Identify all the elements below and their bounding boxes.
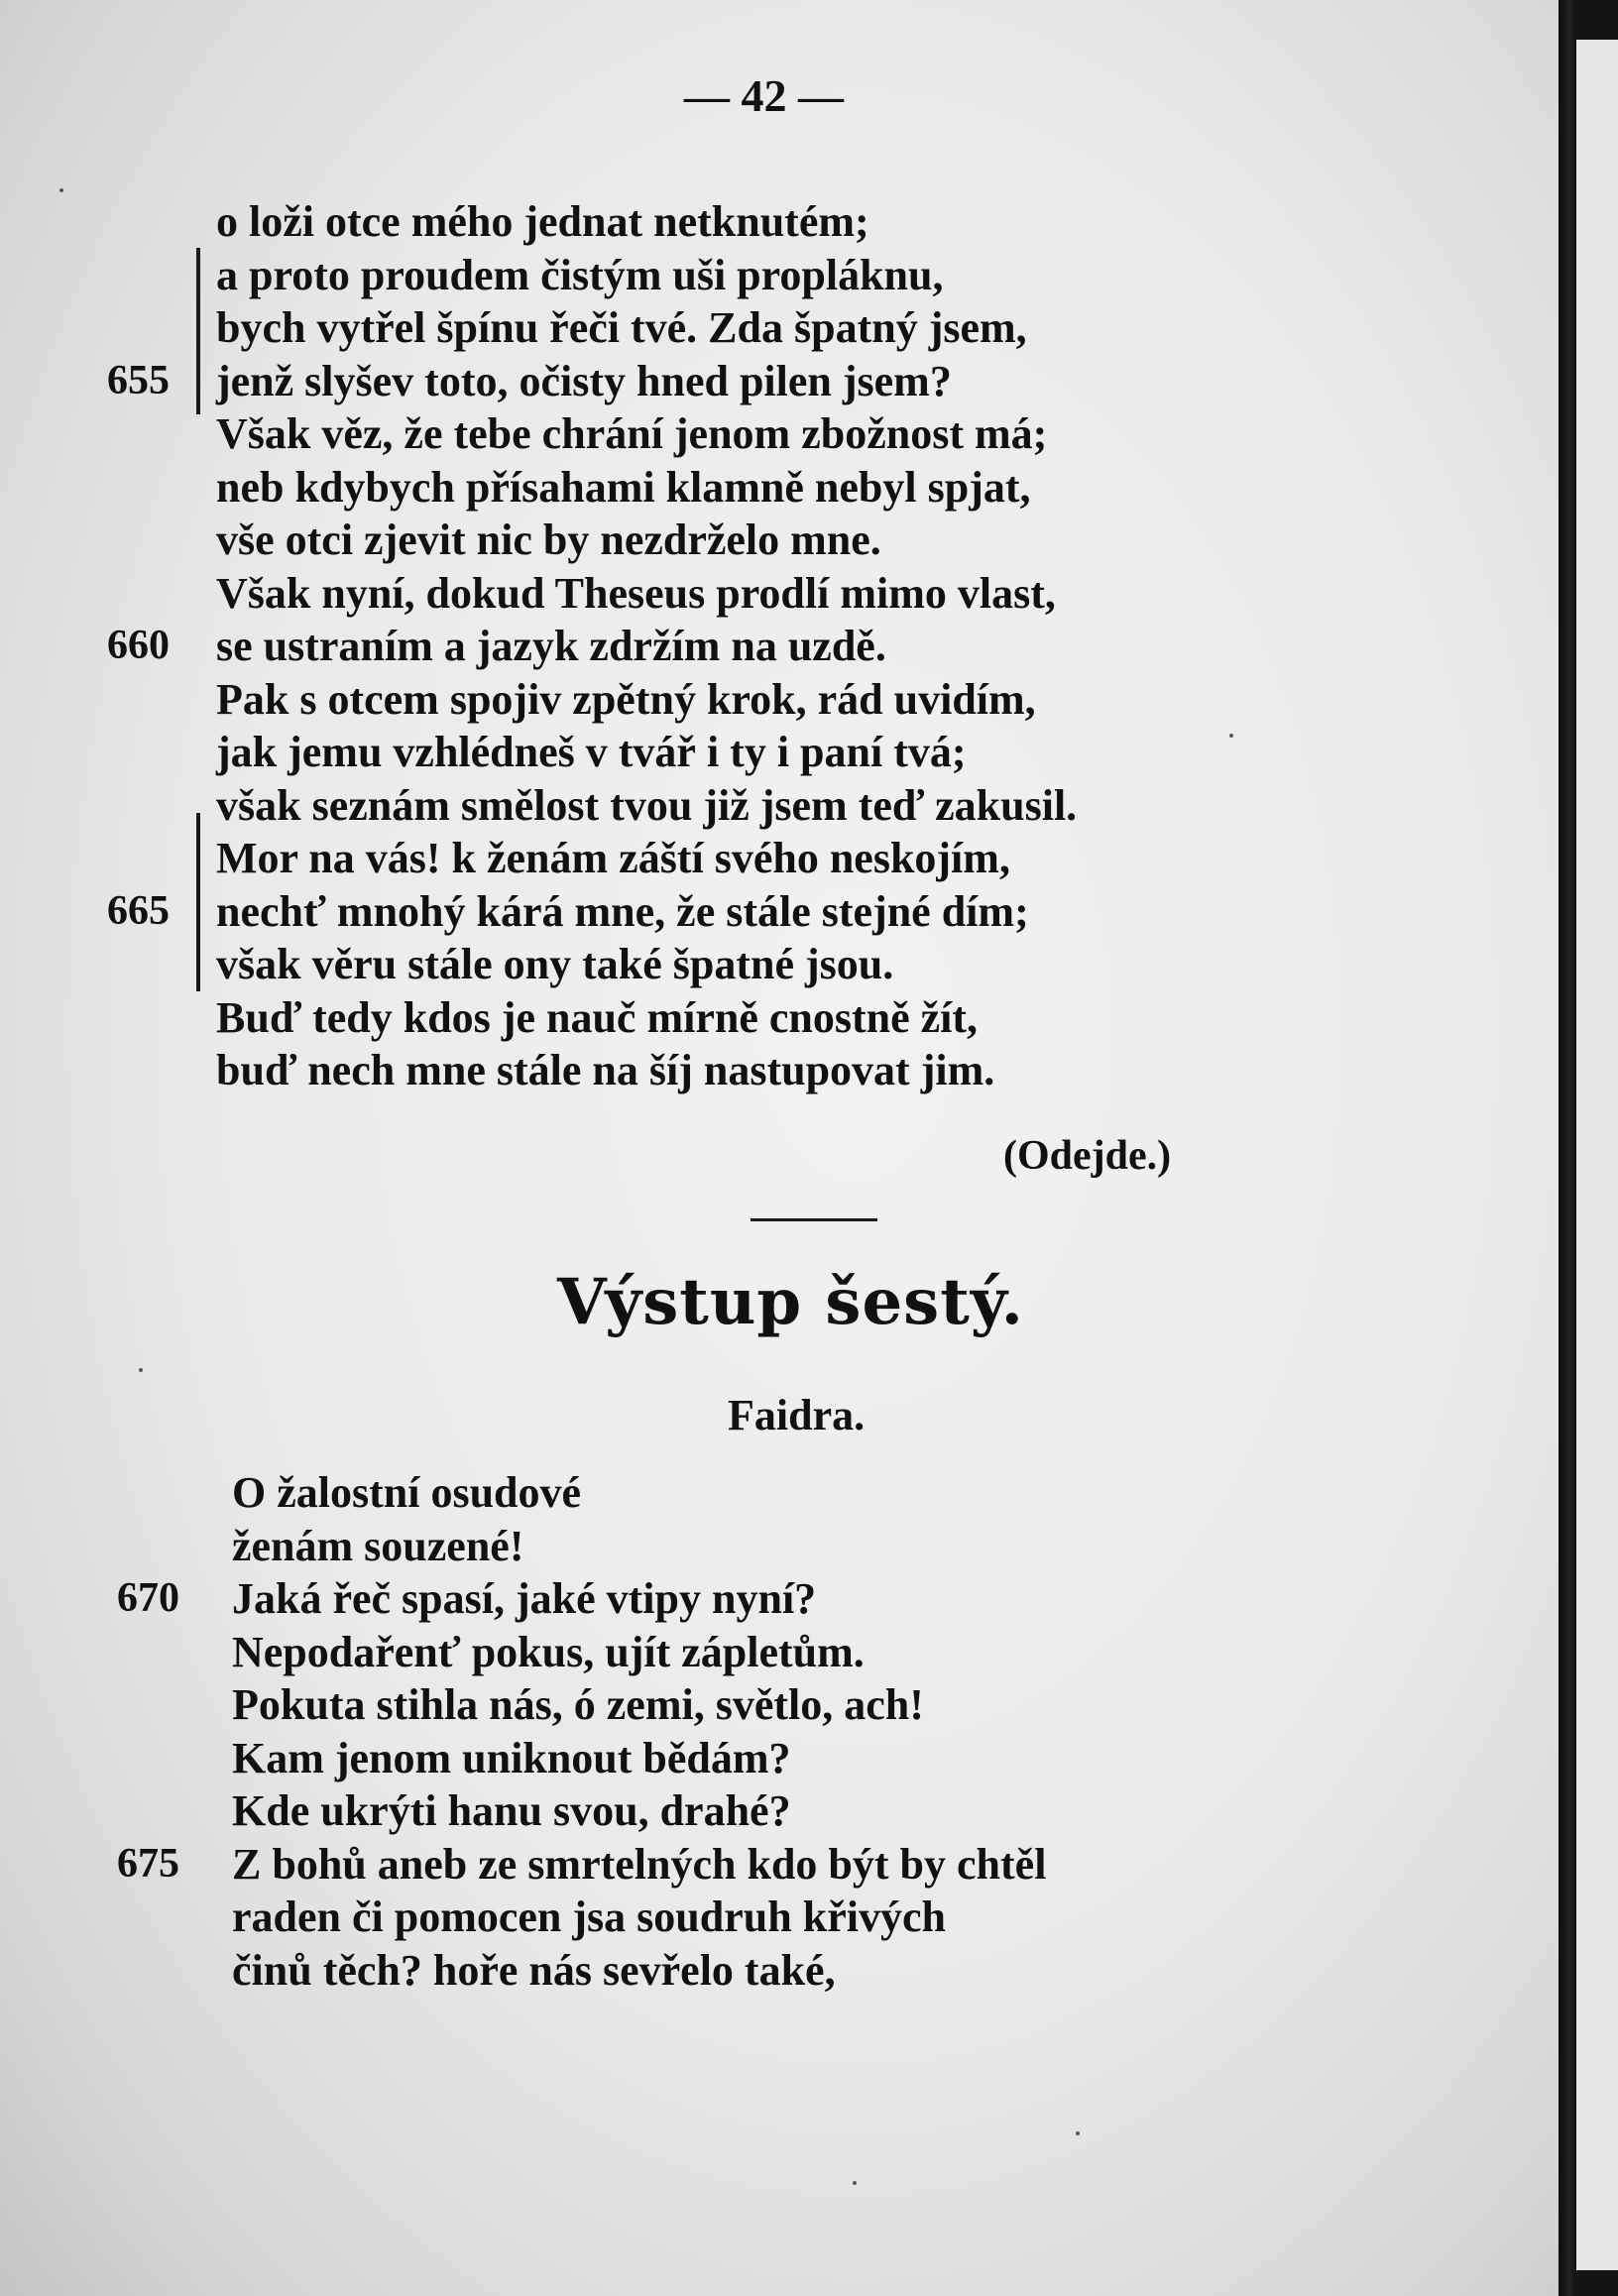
page-number: — 42 —: [684, 70, 844, 121]
verse-line: Nepodařenť pokus, ujít zápletům.: [232, 1627, 865, 1676]
line-number: 660: [107, 623, 170, 668]
verse-line: a proto proudem čistým uši propláknu,: [216, 250, 944, 299]
verse-line: činů těch? hoře nás sevřelo také,: [232, 1945, 836, 1995]
verse-line: Pokuta stihla nás, ó zemi, světlo, ach!: [232, 1680, 924, 1729]
verse-line: Jaká řeč spasí, jaké vtipy nyní?: [232, 1574, 817, 1623]
verse-line: Z bohů aneb ze smrtelných kdo být by chtěl: [232, 1839, 1047, 1889]
verse-line: jenž slyšev toto, očisty hned pilen jsem?: [216, 356, 952, 405]
page-gutter: [1559, 0, 1576, 2296]
verse-line: Buď tedy kdos je nauč mírně cnostně žít,: [216, 992, 979, 1042]
verse-line: jak jemu vzhlédneš v tvář i ty i paní tvá;: [216, 728, 967, 776]
verse-line: Mor na vás! k ženám záští svého neskojím,: [216, 834, 1010, 882]
margin-bar-bottom: [196, 813, 200, 991]
margin-bar-top: [196, 248, 200, 414]
verse-line: ženám souzené!: [232, 1521, 524, 1570]
line-number: 670: [117, 1575, 179, 1621]
section-divider: [751, 1218, 877, 1221]
verse-line: Však věz, že tebe chrání jenom zbožnost má;: [216, 409, 1048, 458]
verse-line: buď nech mne stále na šíj nastupovat jim.: [216, 1046, 995, 1094]
verse-line: nechť mnohý kárá mne, že stále stejné dím;: [216, 886, 1029, 936]
verse-line: o loži otce mého jednat netknutém;: [216, 197, 869, 246]
stage-direction: (Odejde.): [1003, 1133, 1172, 1179]
verse-line: se ustraním a jazyk zdržím na uzdě.: [216, 622, 886, 670]
line-number: 665: [107, 887, 170, 934]
verse-line: však seznám smělost tvou již jsem teď zakusil.: [216, 780, 1078, 830]
facing-page-edge: [1576, 40, 1618, 2270]
verse-line: bych vytřel špínu řeči tvé. Zda špatný jsem,: [216, 303, 1027, 352]
verse-line: raden či pomocen jsa soudruh křivých: [232, 1893, 946, 1941]
verse-line: Však nyní, dokud Theseus prodlí mimo vlast,: [216, 568, 1056, 618]
scene-title: Výstup šestý.: [557, 1265, 1024, 1339]
line-number: 655: [107, 357, 170, 403]
verse-line: však věru stále ony také špatné jsou.: [216, 940, 894, 988]
line-number: 675: [117, 1840, 179, 1887]
verse-line: neb kdybych přísahami klamně nebyl spjat,: [216, 462, 1031, 512]
speaker-name: Faidra.: [728, 1391, 866, 1439]
verse-line: Kam jenom uniknout bědám?: [232, 1733, 791, 1782]
verse-line: O žalostní osudové: [232, 1468, 582, 1517]
verse-line: Pak s otcem spojiv zpětný krok, rád uvidím,: [216, 674, 1036, 724]
verse-line: vše otci zjevit nic by nezdrželo mne.: [216, 516, 881, 564]
verse-line: Kde ukrýti hanu svou, drahé?: [232, 1786, 791, 1835]
